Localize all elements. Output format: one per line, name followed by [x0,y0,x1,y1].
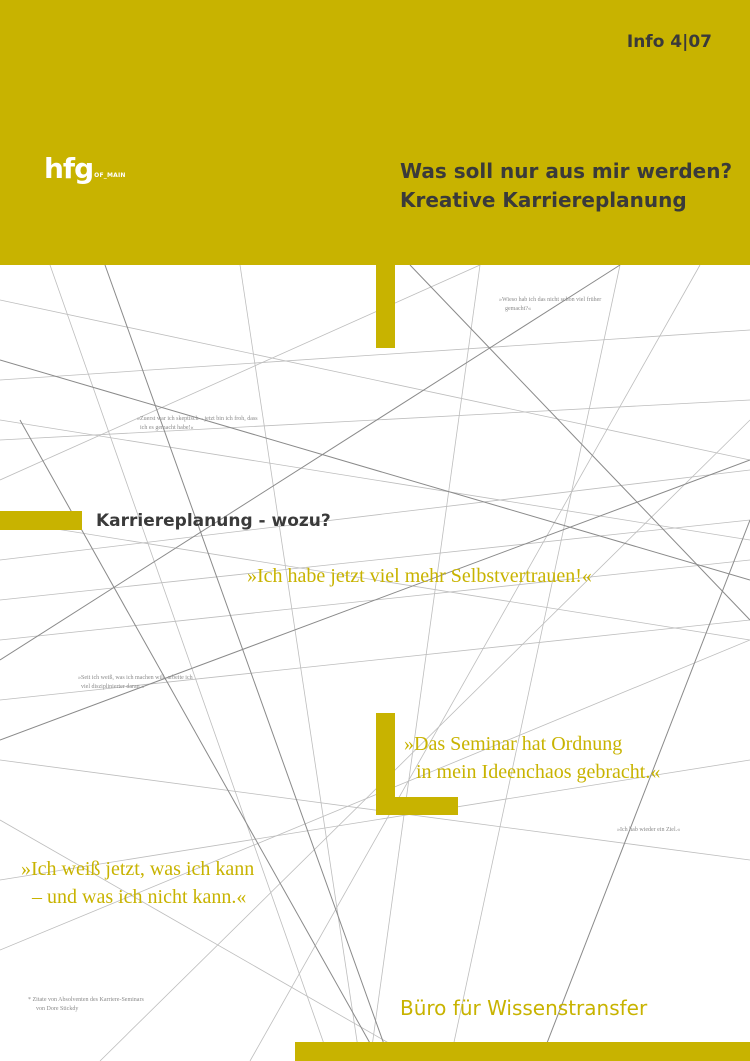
footnote: * Zitate von Absolventen des Karriere-Seminars von Dore Stickdy [28,997,144,1012]
issue-label: Info 4|07 [626,32,712,52]
hfg-logo [44,152,126,185]
accent-bracket-horizontal [376,797,458,815]
quote-weiss-jetzt: »Ich weiß jetzt, was ich kann – und was ich nicht kann.« [21,858,255,908]
small-quote-4: »Ich hab wieder ein Ziel.« [617,827,681,833]
quote-selbstvertrauen: »Ich habe jetzt viel mehr Selbstvertrauen!« [247,565,592,587]
title-line-2: Kreative Karriereplanung [400,188,687,212]
accent-bar-footer [295,1042,750,1061]
page-title [400,157,732,215]
logo-main: hfg [44,152,94,185]
small-quote-1: »Wieso hab ich das nicht schon viel früher gemacht?« [499,297,602,312]
section-heading: Karriereplanung - wozu? [96,511,331,531]
small-quote-3: »Seit ich weiß, was ich machen will, arbeite ich viel disziplinierter daran.« [78,675,193,690]
footer-title: Büro für Wissenstransfer [400,996,648,1020]
accent-bar-top [376,265,395,348]
accent-bar-heading [0,511,82,530]
small-quote-2: »Zuerst war ich skeptisch – jetzt bin ich froh, dass ich es gemacht habe!« [137,416,258,431]
title-line-1: Was soll nur aus mir werden? [400,159,733,183]
header-band [0,0,750,265]
quote-ordnung: »Das Seminar hat Ordnung in mein Ideenchaos gebracht.« [404,733,661,783]
logo-sub: OF_MAIN [94,172,126,179]
